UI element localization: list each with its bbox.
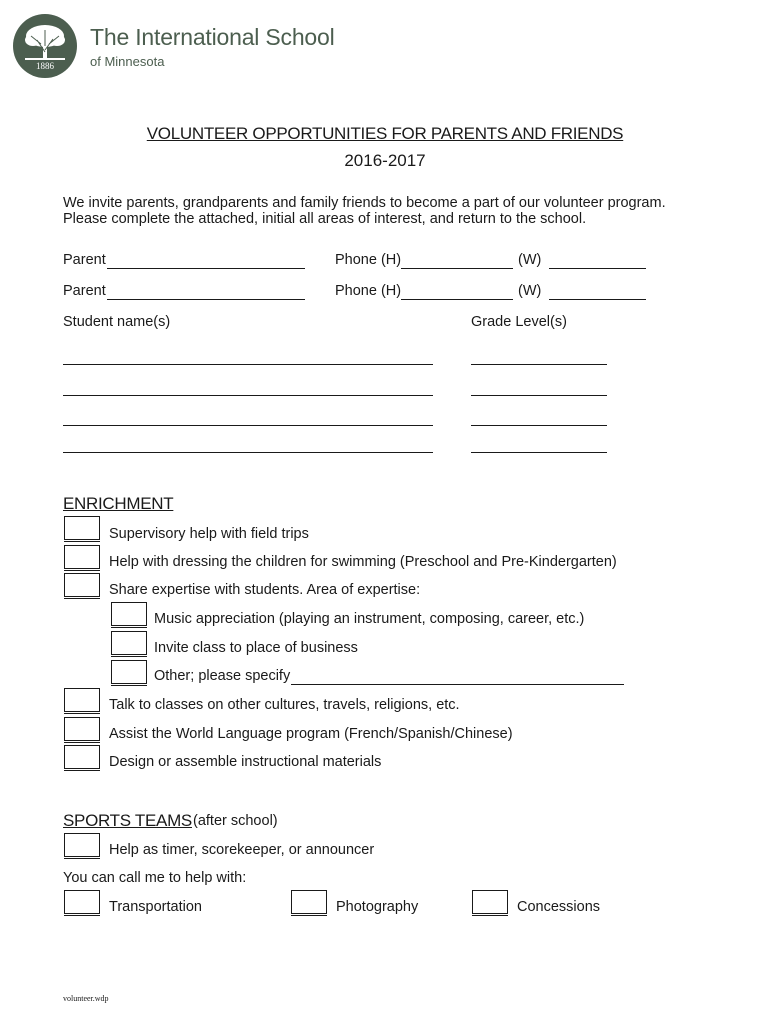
option-label: Talk to classes on other cultures, travels, religions, etc. (109, 697, 460, 713)
phone-home-2-field[interactable] (401, 299, 513, 300)
student-name-field[interactable] (63, 452, 433, 453)
school-subtitle: of Minnesota (90, 54, 165, 69)
swimming-help-checkbox[interactable] (64, 545, 100, 569)
form-title: VOLUNTEER OPPORTUNITIES FOR PARENTS AND FRIENDS (146, 124, 624, 143)
student-name-field[interactable] (63, 395, 433, 396)
phone-home-label: Phone (H) (335, 252, 402, 268)
other-cultures-checkbox[interactable] (64, 688, 100, 712)
sub-option-label: Music appreciation (playing an instrument, composing, career, etc.) (154, 611, 585, 627)
intro-line: Please complete the attached, initial all areas of interest, and return to the school. (63, 211, 587, 227)
grade-level-field[interactable] (471, 395, 607, 396)
footer-filename: volunteer.wdp (63, 994, 109, 1003)
sub-option-label: Invite class to place of business (154, 640, 358, 656)
option-label: Design or assemble instructional materials (109, 754, 382, 770)
option-label: Share expertise with students. Area of expertise: (109, 582, 421, 598)
music-appreciation-checkbox[interactable] (111, 602, 147, 626)
parent-2-field[interactable] (107, 299, 305, 300)
phone-work-2-field[interactable] (549, 299, 646, 300)
phone-home-label: Phone (H) (335, 283, 402, 299)
school-name: The International School (90, 24, 335, 50)
phone-work-1-field[interactable] (549, 268, 646, 269)
enrichment-heading: ENRICHMENT (63, 494, 174, 513)
share-expertise-checkbox[interactable] (64, 573, 100, 597)
option-label: Assist the World Language program (French/Spanish/Chinese) (109, 726, 513, 742)
logo-year: 1886 (36, 61, 54, 71)
instructional-materials-checkbox[interactable] (64, 745, 100, 769)
concessions-checkbox[interactable] (472, 890, 508, 914)
world-language-checkbox[interactable] (64, 717, 100, 741)
grade-level-field[interactable] (471, 425, 607, 426)
form-year: 2016-2017 (344, 151, 426, 170)
transportation-checkbox[interactable] (64, 890, 100, 914)
parent-1-field[interactable] (107, 268, 305, 269)
option-label: Help as timer, scorekeeper, or announcer (109, 842, 375, 858)
sub-option-label: Other; please specify (154, 668, 291, 684)
option-label: Supervisory help with field trips (109, 526, 309, 542)
phone-home-1-field[interactable] (401, 268, 513, 269)
phone-work-label: (W) (518, 283, 542, 299)
intro-line: We invite parents, grandparents and family friends to become a part of our volunteer program. (63, 195, 666, 211)
school-logo (13, 14, 77, 78)
student-names-label: Student name(s) (63, 314, 171, 330)
student-name-field[interactable] (63, 425, 433, 426)
other-expertise-checkbox[interactable] (111, 660, 147, 684)
timer-scorekeeper-checkbox[interactable] (64, 833, 100, 857)
sports-note: (after school) (193, 813, 278, 829)
grade-level-field[interactable] (471, 452, 607, 453)
option-label: Photography (336, 899, 419, 915)
other-specify-field[interactable] (291, 684, 624, 685)
option-label: Help with dressing the children for swimming (Preschool and Pre-Kindergarten) (109, 554, 617, 570)
phone-work-label: (W) (518, 252, 542, 268)
option-label: Transportation (109, 899, 202, 915)
field-trips-checkbox[interactable] (64, 516, 100, 540)
option-label: Concessions (517, 899, 601, 915)
intro-paragraph (63, 195, 743, 227)
parent-label: Parent (63, 283, 106, 299)
photography-checkbox[interactable] (291, 890, 327, 914)
parent-label: Parent (63, 252, 106, 268)
call-me-text: You can call me to help with: (63, 870, 247, 886)
sports-heading: SPORTS TEAMS (63, 811, 192, 830)
grade-levels-label: Grade Level(s) (471, 314, 567, 330)
student-name-field[interactable] (63, 364, 433, 365)
place-of-business-checkbox[interactable] (111, 631, 147, 655)
grade-level-field[interactable] (471, 364, 607, 365)
